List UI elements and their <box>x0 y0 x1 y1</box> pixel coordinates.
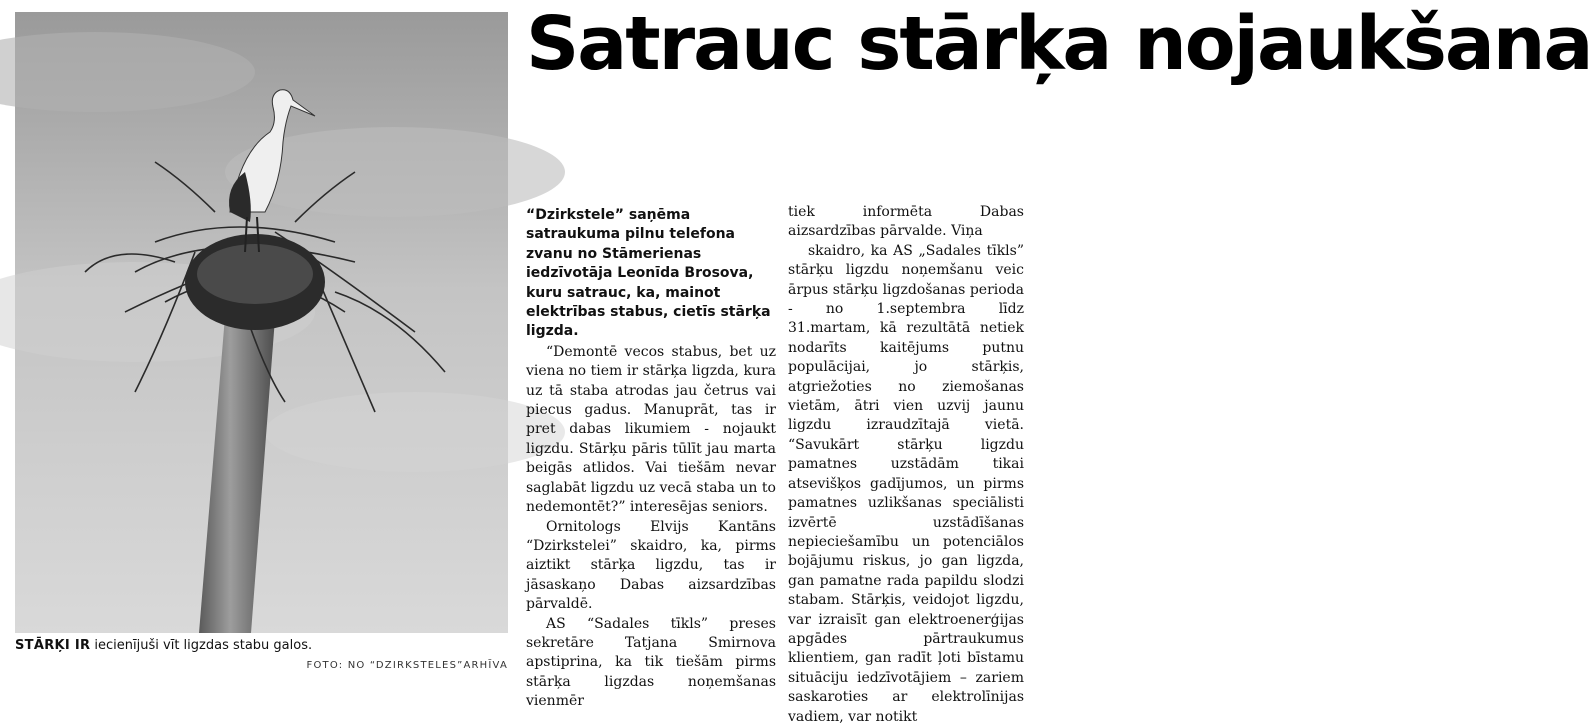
article-column-1 <box>526 206 776 710</box>
caption-text: iecienījuši vīt ligzdas stabu galos. <box>90 638 313 653</box>
stork-nest-photo <box>15 12 508 633</box>
caption-bold: STĀRĶI IR <box>15 638 91 653</box>
headline: Satrauc stārķa nojaukšana <box>526 1 1591 87</box>
body-paragraph: Ornitologs Elvijs Kantāns “Dzirkstelei” skaidro, ka, pirms aiztikt stārķa ligzdu, tas ir jāsaskaņo Dabas aizsardzības pārvaldē. <box>526 518 776 613</box>
article-column-2 <box>788 203 1024 725</box>
photo-caption <box>15 638 510 653</box>
body-paragraph: “Demontē vecos stabus, bet uz viena no tiem ir stārķa ligzda, kura uz tā staba atrodas jau četrus vai piecus gadus. Manuprāt, tas ir pret dabas likumiem - nojaukt ligzdu. Stārķu pāris tūlīt jau marta beigās atlidos. Vai tiešām nevar saglabāt ligzdu uz vecā staba un to nedemontēt?” interesējas seniors. <box>526 343 776 516</box>
lead-paragraph: “Dzirkstele” saņēma satraukuma pilnu telefona zvanu no Stāmerienas iedzīvotāja Leonīda Brosova, kuru satrauc, ka, mainot elektrības stabus, cietīs stārķa ligzda. <box>526 207 771 340</box>
photo-credit: FOTO: NO “DZIRKSTELES”ARHĪVA <box>306 660 508 671</box>
body-paragraph: AS “Sadales tīkls” preses sekretāre Tatjana Smirnova apstiprina, ka tik tiešām pirms stārķa ligzdas noņemšanas vienmēr <box>526 615 776 710</box>
body-paragraph: skaidro, ka AS „Sadales tīkls” stārķu ligzdu noņemšanu veic ārpus stārķu ligzdošanas perioda - no 1.septembra līdz 31.martam, kā rezultātā netiek nodarīts kaitējums putnu populācijai, jo stārķis, atgriežoties no ziemošanas vietām, ātri vien uzvij jaunu ligzdu izraudzītajā vietā. “Savukārt stārķu ligzdu pamatnes uzstādām tikai atsevišķos gadījumos, un pirms pamatnes uzlikšanas speciālisti izvērtē uzstādīšanas nepieciešamību un potenciālos bojājumu riskus, jo gan ligzda, gan pamatne rada papildu slodzi stabam. Stārķis, veidojot ligzdu, var izraisīt gan elektroenerģijas apgādes pārtraukumus klientiem, gan radīt ļoti bīstamu situāciju iedzīvotājiem – zariem saskaroties ar elektrolīnijas vadiem, var notikt <box>788 242 1024 725</box>
body-paragraph-continued: tiek informēta Dabas aizsardzības pārvalde. Viņa <box>788 204 1024 240</box>
